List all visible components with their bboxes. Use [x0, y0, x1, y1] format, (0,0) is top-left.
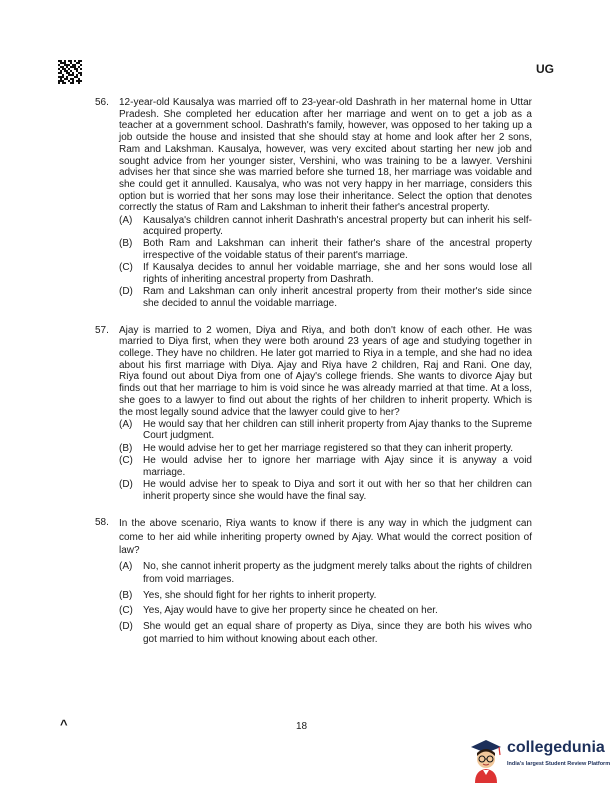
option-label: (A) [119, 560, 133, 572]
option-label: (A) [119, 418, 133, 430]
question-stem: 12-year-old Kausalya was married off to 23-year-old Dashrath in her maternal home in Uttar Pradesh. She completed her education after her marriage and went on to get a job as a teacher at a government school. Dashrath's family, however, was opposed to her taking up a job outside the house and insisted that she should stay at home and look after her 2 sons, Ram and Lakshman. Kausalya, however, was very excited about starting her new job and sought advice from her younger sister, Vershini, who was training to be a lawyer. Vershini advises her that since she was married before she turned 18, her marriage was voidable and she could get it annulled. Kausalya, who was not very happy in her marriage, considers this option but is worried that her sons may lose their inheritance. Select the option that denotes correctly the status of Ram and Lakshman to inherit their father's ancestral property. [119, 97, 532, 214]
option-text: He would advise her to get her marriage registered so that they can inherit property. [143, 442, 514, 454]
option-b [119, 590, 532, 603]
question-57 [95, 325, 532, 503]
student-mascot-icon [467, 735, 505, 783]
option-label: (D) [119, 621, 133, 633]
option-text: She would get an equal share of property as Diya, since they are both his wives who got married to him without knowing about each other. [143, 621, 532, 645]
question-list [95, 97, 532, 647]
option-label: (D) [119, 286, 133, 298]
option-label: (D) [119, 478, 133, 490]
option-label: (B) [119, 589, 133, 601]
brand-logo [465, 735, 611, 785]
brand-name: collegedunia [507, 739, 605, 756]
option-d [119, 479, 532, 502]
option-a [119, 561, 532, 587]
option-text: If Kausalya decides to annul her voidable marriage, she and her sons would lose all rights of inheriting ancestral property from Dashrath. [143, 262, 532, 286]
option-c [119, 455, 532, 478]
option-c [119, 262, 532, 285]
question-number: 58. [95, 517, 109, 529]
option-text: He would advise her to speak to Diya and sort it out with her so that her children can inherit property since she would have the final say. [143, 478, 532, 502]
caret-mark: ^ [60, 717, 68, 732]
option-b [119, 443, 532, 455]
option-label: (C) [119, 262, 133, 274]
option-text: No, she cannot inherit property as the judgment merely talks about the rights of children from void marriages. [143, 560, 532, 585]
option-d [119, 286, 532, 309]
exam-code: UG [536, 62, 554, 76]
brand-tagline: India's largest Student Review Platform [507, 761, 611, 767]
question-number: 56. [95, 97, 109, 108]
question-number: 57. [95, 324, 109, 336]
question-stem: In the above scenario, Riya wants to know if there is any way in which the judgment can come to her aid while inheriting property owned by Ajay. What would the correct position of law? [119, 518, 532, 557]
question-56 [95, 97, 532, 310]
question-stem: Ajay is married to 2 women, Diya and Riya, and both don't know of each other. He was married to Diya first, when they were both around 23 years of age and studying together in college. They have no children. He later got married to Riya in a temple, and she had no idea about his first marriage with Diya. Ajay and Riya have 2 children, Raj and Rani. One day, Riya found out about Diya from one of Ajay's college friends. She wants to divorce Ajay but finds out that her marriage to him is void since he was already married at that time. At a loss, she goes to a lawyer to find out about the rights of her children to inherit property. Which is the most legally sound advice that the lawyer could give to her? [119, 324, 532, 418]
option-text: Kausalya's children cannot inherit Dashrath's ancestral property but can inherit his self-acquired property. [143, 214, 532, 238]
page-number: 18 [296, 721, 308, 732]
option-label: (B) [119, 442, 133, 454]
option-label: (A) [119, 214, 133, 226]
option-text: He would say that her children can still inherit property from Ajay thanks to the Supreme Court judgment. [143, 418, 532, 442]
option-text: Yes, Ajay would have to give her property since he cheated on her. [143, 605, 438, 617]
option-label: (C) [119, 454, 133, 466]
option-c [119, 605, 532, 618]
option-label: (C) [119, 605, 133, 617]
option-b [119, 238, 532, 261]
option-a [119, 419, 532, 442]
option-text: Ram and Lakshman can only inherit ancestral property from their mother's side since she decided to annul the voidable marriage. [143, 286, 532, 309]
option-label: (B) [119, 238, 133, 250]
question-58 [95, 517, 532, 647]
option-a [119, 215, 532, 238]
qr-code-icon [58, 60, 82, 84]
option-text: Both Ram and Lakshman can inherit their father's share of the ancestral property irrespective of the voidable status of their parent's marriage. [143, 238, 532, 262]
option-text: He would advise her to ignore her marriage with Ajay since it is anyway a void marriage. [143, 454, 532, 478]
option-d [119, 621, 532, 647]
option-text: Yes, she should fight for her rights to inherit property. [143, 589, 377, 601]
